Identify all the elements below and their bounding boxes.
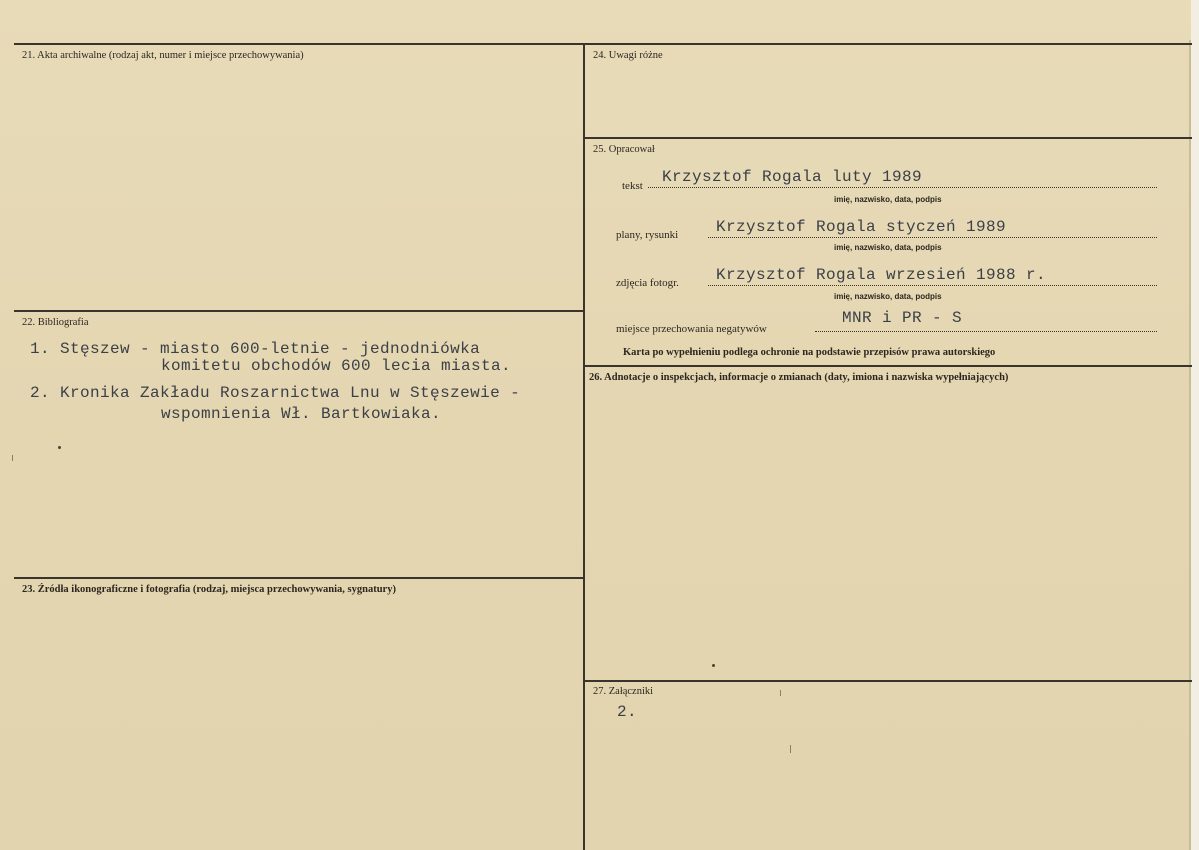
plany-label: plany, rysunki — [616, 229, 679, 241]
bibliography-item-2-cont: wspomnienia Wł. Bartkowiaka. — [161, 405, 442, 423]
section-22-label: 22. Bibliografia — [22, 317, 89, 328]
negatywy-line — [815, 331, 1157, 332]
plany-line — [708, 237, 1157, 238]
divider-25-26 — [584, 365, 1192, 367]
divider-24-25 — [584, 137, 1192, 139]
center-divider — [583, 44, 585, 850]
bibliography-item-1: 1. Stęszew - miasto 600-letnie - jednodniówka — [30, 340, 481, 358]
card-edge-shadow — [1189, 40, 1191, 850]
zdjecia-line — [708, 285, 1157, 286]
zdjecia-caption: imię, nazwisko, data, podpis — [834, 292, 942, 301]
tekst-label: tekst — [622, 180, 643, 192]
paper-mark — [12, 455, 13, 461]
attachments-value: 2. — [617, 703, 638, 721]
bibliography-item-1-cont: komitetu obchodów 600 lecia miasta. — [161, 357, 512, 375]
top-border — [14, 43, 1192, 45]
ink-speck — [712, 664, 715, 667]
tekst-line — [648, 187, 1157, 188]
negatywy-value: MNR i PR - S — [842, 309, 963, 327]
plany-caption: imię, nazwisko, data, podpis — [834, 243, 942, 252]
section-27-label: 27. Załączniki — [593, 686, 654, 697]
zdjecia-value: Krzysztof Rogala wrzesień 1988 r. — [716, 266, 1047, 284]
copyright-notice: Karta po wypełnieniu podlega ochronie na podstawie przepisów prawa autorskiego — [623, 347, 996, 358]
negatywy-label: miejsce przechowania negatywów — [616, 323, 767, 335]
paper-mark — [780, 690, 781, 696]
divider-26-27 — [584, 680, 1192, 682]
zdjecia-label: zdjęcia fotogr. — [616, 277, 679, 289]
plany-value: Krzysztof Rogala styczeń 1989 — [716, 218, 1007, 236]
ink-speck — [58, 446, 61, 449]
tekst-caption: imię, nazwisko, data, podpis — [834, 195, 942, 204]
card-edge — [1191, 0, 1199, 850]
bibliography-item-2: 2. Kronika Zakładu Roszarnictwa Lnu w Stęszewie - — [30, 384, 521, 402]
divider-22-23 — [14, 577, 584, 579]
section-24-label: 24. Uwagi różne — [593, 50, 663, 61]
divider-21-22 — [14, 310, 584, 312]
section-21-label: 21. Akta archiwalne (rodzaj akt, numer i miejsce przechowywania) — [22, 50, 304, 61]
tekst-value: Krzysztof Rogala luty 1989 — [662, 168, 923, 186]
section-25-label: 25. Opracował — [593, 144, 655, 155]
paper-mark — [790, 745, 791, 753]
section-26-label: 26. Adnotacje o inspekcjach, informacje o zmianach (daty, imiona i nazwiska wypełniających) — [589, 372, 1009, 383]
section-23-label: 23. Źródła ikonograficzne i fotografia (rodzaj, miejsca przechowywania, sygnatury) — [22, 584, 396, 595]
